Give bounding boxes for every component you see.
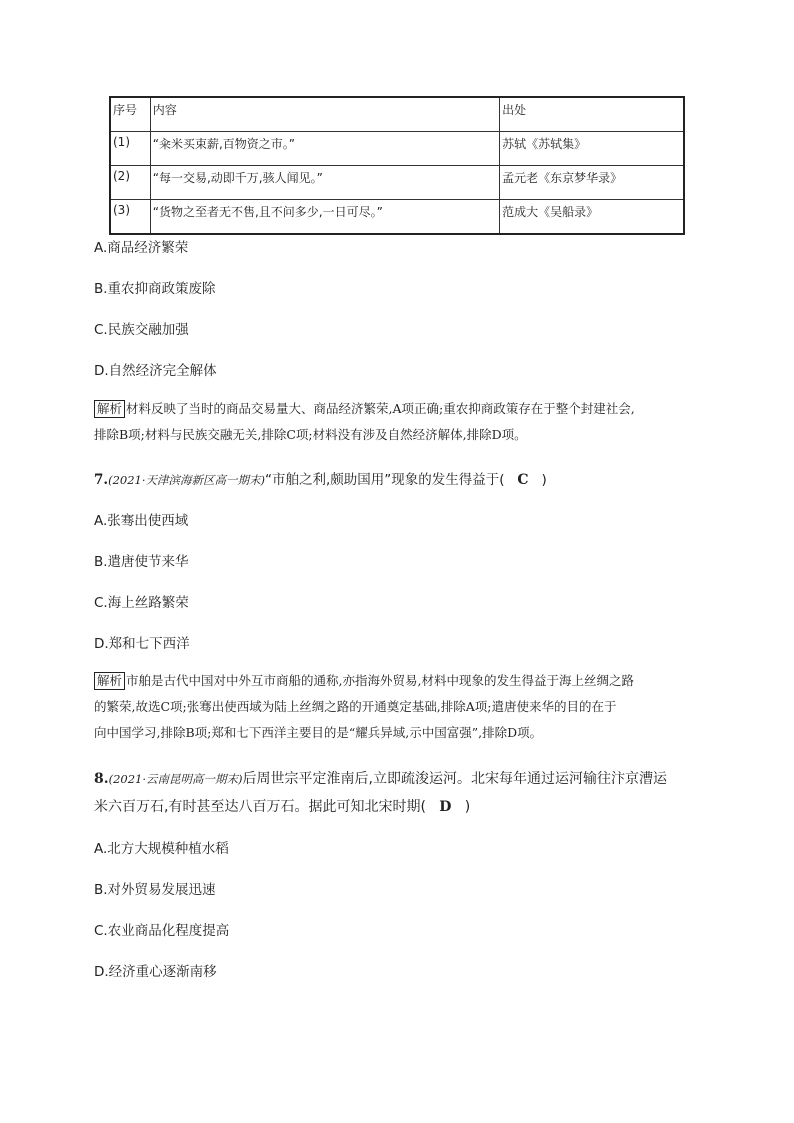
table-row [110, 200, 684, 235]
q7-analysis [94, 668, 694, 746]
header-cell-source: 出处 [500, 97, 684, 132]
q6-analysis-line-2: 排除B项;材料与民族交融无关,排除C项;材料没有涉及自然经济解体,排除D项。 [94, 427, 527, 442]
q8-option-d: D.经济重心逐渐南移 [94, 964, 217, 980]
table-row [110, 132, 684, 166]
cell-content: “每一交易,动即千万,骇人闻见。” [150, 166, 499, 200]
q7-option-b: B.遣唐使节来华 [94, 554, 189, 570]
analysis-tag: 解析 [94, 400, 125, 418]
q8-question-part-2: 米六百万石,有时甚至达八百万石。据此可知北宋时期( [94, 799, 426, 815]
table-row [110, 166, 684, 200]
q7-stem [94, 468, 547, 488]
q8-stem-line-1 [94, 768, 667, 788]
q7-option-d: D.郑和七下西洋 [94, 636, 190, 652]
q6-option-c: C.民族交融加强 [94, 322, 189, 338]
q6-option-d: D.自然经济完全解体 [94, 363, 217, 379]
cell-content: “货物之至者无不售,且不问多少,一日可尽。” [150, 200, 499, 235]
q8-option-b: B.对外贸易发展迅速 [94, 882, 216, 898]
q8-number: 8. [94, 771, 109, 787]
q7-answer: C [517, 472, 529, 488]
cell-content: “籴米买束薪,百物资之市。” [150, 132, 499, 166]
q8-option-c: C.农业商品化程度提高 [94, 923, 230, 939]
q8-option-a: A.北方大规模种植水稻 [94, 841, 229, 857]
q8-stem-line-2 [94, 796, 470, 816]
q6-option-b: B.重农抑商政策废除 [94, 281, 216, 297]
q7-question: “市舶之利,颇助国用”现象的发生得益于( [265, 472, 505, 488]
cell-number: (1) [110, 132, 150, 166]
source-table [109, 96, 685, 235]
q7-close-paren: ) [541, 472, 547, 488]
q7-analysis-line-3: 向中国学习,排除B项;郑和七下西洋主要目的是“耀兵异域,示中国富强”,排除D项。 [94, 725, 543, 740]
q8-question-part-1: 后周世宗平定淮南后,立即疏浚运河。北宋每年通过运河输往汴京漕运 [242, 771, 667, 787]
cell-number: (3) [110, 200, 150, 235]
cell-number: (2) [110, 166, 150, 200]
header-cell-number: 序号 [110, 97, 150, 132]
analysis-tag: 解析 [94, 672, 125, 690]
q8-close-paren: ) [464, 799, 471, 815]
q7-analysis-line-1: 市舶是古代中国对中外互市商船的通称,亦指海外贸易,材料中现象的发生得益于海上丝绸之路 [126, 673, 634, 688]
q8-answer: D [439, 799, 452, 815]
q8-source: (2021·云南昆明高一期末) [108, 772, 243, 786]
q6-analysis [94, 396, 694, 448]
q7-option-a: A.张骞出使西域 [94, 513, 189, 529]
q7-option-c: C.海上丝路繁荣 [94, 595, 189, 611]
header-cell-content: 内容 [150, 97, 499, 132]
table-header-row [110, 97, 684, 132]
cell-source: 苏轼《苏轼集》 [500, 132, 684, 166]
q6-analysis-line-1: 材料反映了当时的商品交易量大、商品经济繁荣,A项正确;重农抑商政策存在于整个封建社会, [126, 401, 635, 416]
cell-source: 孟元老《东京梦华录》 [500, 166, 684, 200]
q7-analysis-line-2: 的繁荣,故选C项;张骞出使西域为陆上丝绸之路的开通奠定基础,排除A项;遣唐使来华的目的在于 [94, 699, 617, 714]
cell-source: 范成大《吴船录》 [500, 200, 684, 235]
q7-number: 7. [94, 472, 109, 488]
q6-option-a: A.商品经济繁荣 [94, 240, 189, 256]
q7-source: (2021·天津滨海新区高一期末) [108, 473, 265, 487]
